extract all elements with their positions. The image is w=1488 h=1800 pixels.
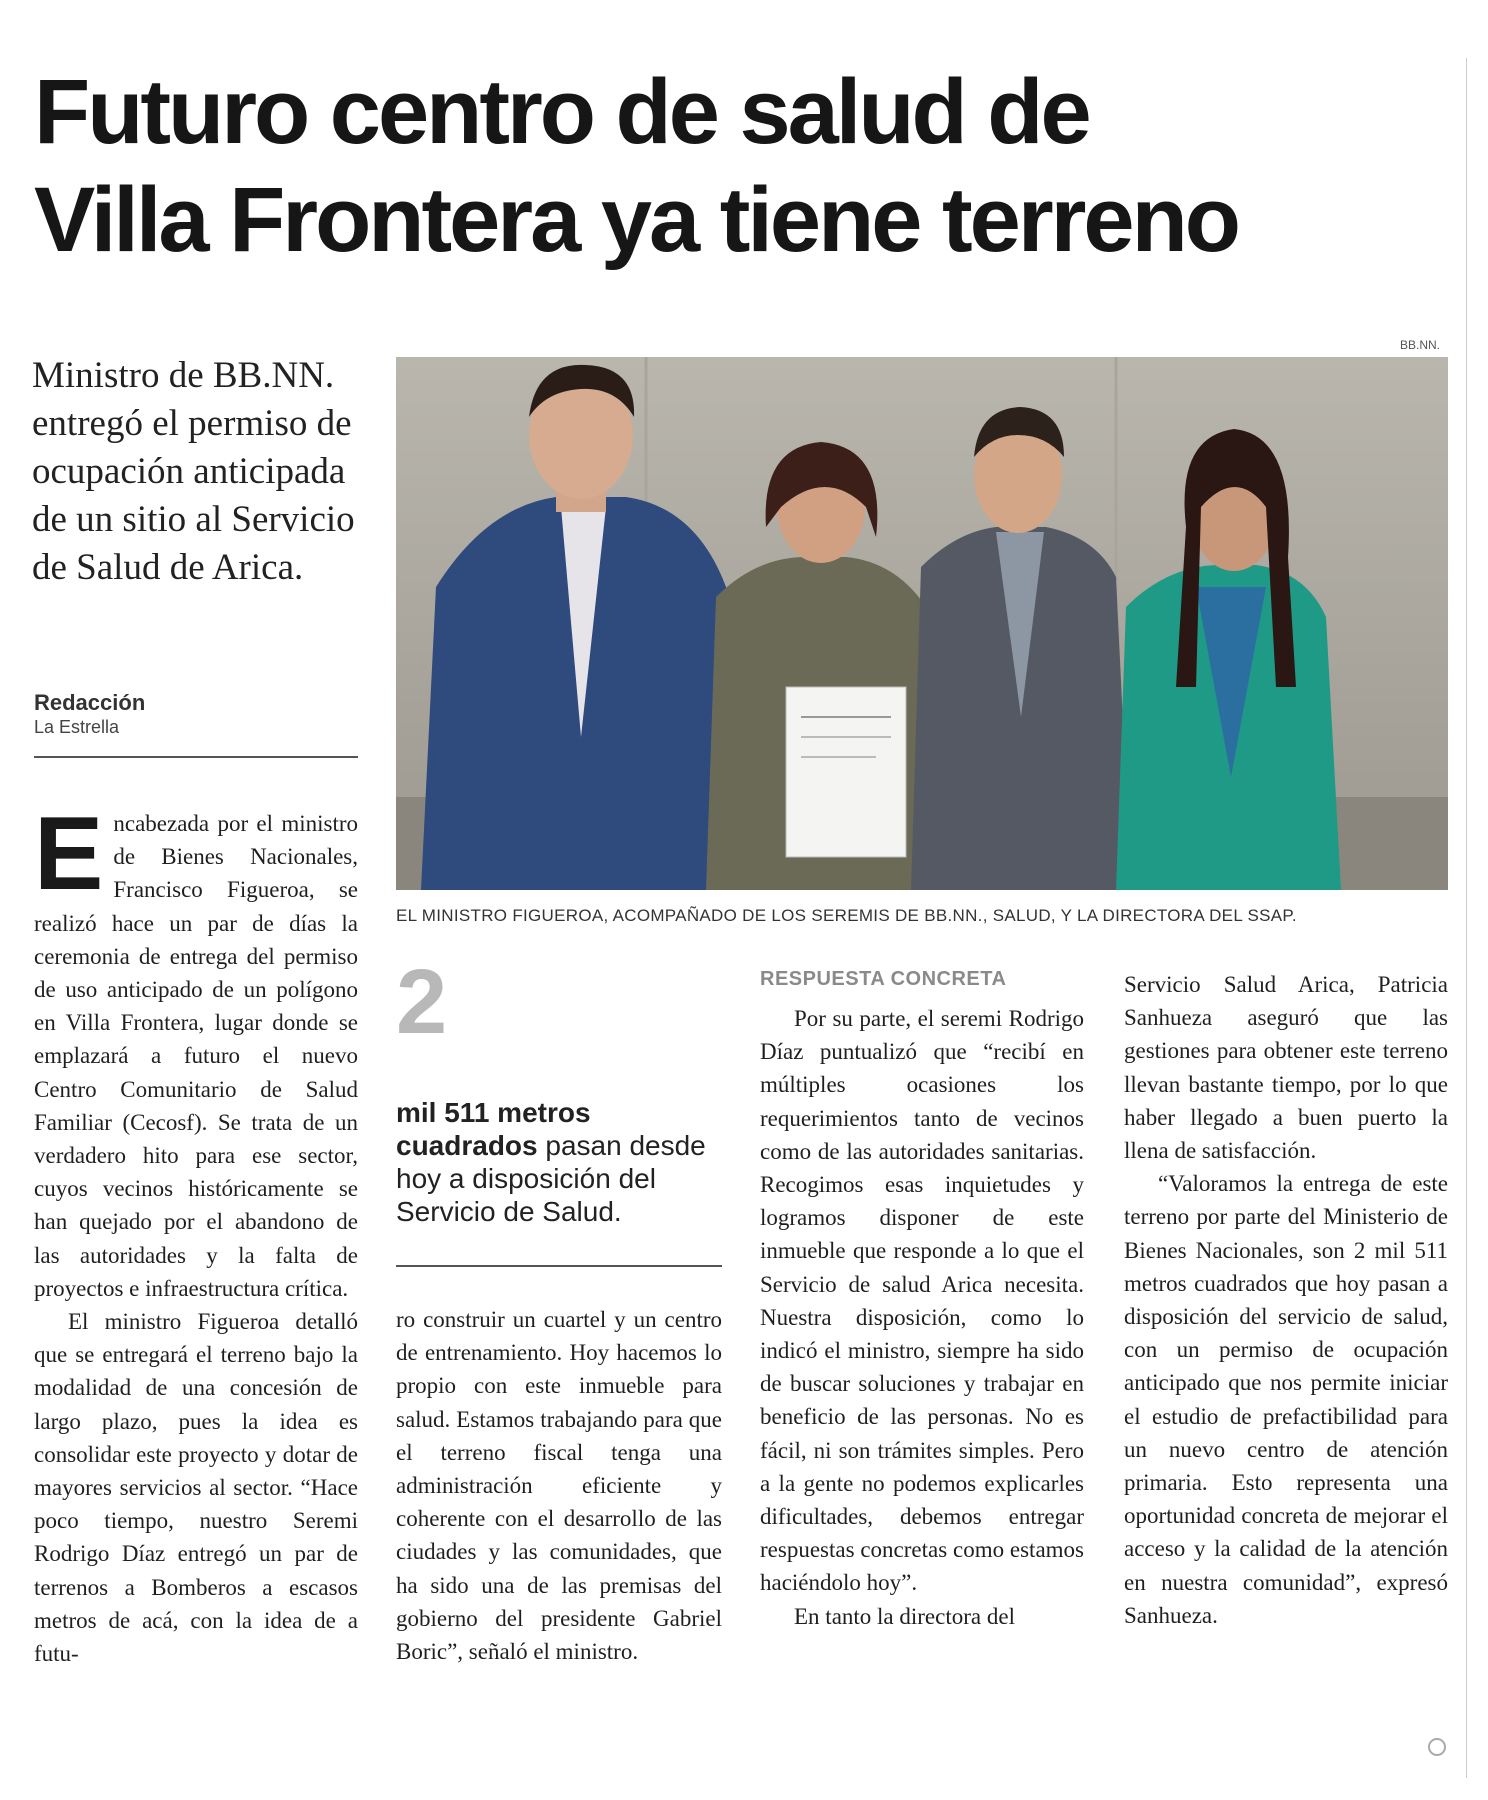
column-4 (1124, 968, 1448, 1632)
column-divider (1466, 58, 1467, 1778)
highlight-bold: mil 511 metros cuadrados (396, 1097, 591, 1161)
subhead-respuesta-concreta: RESPUESTA CONCRETA (760, 968, 1007, 990)
byline-author: Redacción (34, 690, 146, 715)
dropcap: E (34, 796, 104, 912)
end-mark-icon (1428, 1738, 1446, 1756)
headline-line-1: Futuro centro de salud de (34, 61, 1089, 163)
column-1 (34, 796, 358, 1670)
byline-outlet: La Estrella (34, 717, 120, 737)
highlight-rule (396, 1265, 722, 1267)
headline (34, 58, 1454, 274)
col4-paragraph-1: Servicio Salud Arica, Patricia Sanhueza aseguró que las gestiones para obtener este terreno llevan bastante tiempo, por lo que haber llegado a buen puerto la llena de satisfacción. (1124, 972, 1448, 1164)
col4-paragraph-2: “Valoramos la entrega de este terreno por parte del Ministerio de Bienes Nacionales, son 2 mil 511 metros cuadrados que hoy pasan a disposición del servicio de salud, con un permiso de ocupación anticipado que nos permite iniciar el estudio de prefactibilidad para un nuevo centro de atención primaria. Esto representa una oportunidad concreta de mejorar el acceso y la calidad de la atención en nuestra comunidad”, expresó Sanhueza. (1124, 1171, 1448, 1628)
photo-credit: BB.NN. (1400, 338, 1441, 352)
col1-paragraph-2: El ministro Figueroa detalló que se entregará el terreno bajo la modalidad de una concesión de largo plazo, pues la idea es consolidar este proyecto y dotar de mayores servicios al sector. “Hace poco tiempo, nuestro Seremi Rodrigo Díaz entregó un par de terrenos a Bomberos a escasos metros de acá, con la idea de a futu- (34, 1309, 358, 1667)
col1-paragraph-1-text: ncabezada por el ministro de Bienes Nacionales, Francisco Figueroa, se realizó hace un par de días la ceremonia de entrega del permiso de uso anticipado de un polígono en Villa Frontera, lugar donde se emplazará a futuro el nuevo Centro Comunitario de Salud Familiar (Cecosf). Se trata de un verdadero hito para ese sector, cuyos vecinos históricamente se han quejado por el abandono de las autoridades y la falta de proyectos e infraestructura crítica. (34, 811, 358, 1301)
byline-rule (34, 756, 358, 758)
col3-paragraph-2: En tanto la directora del (794, 1603, 1015, 1629)
article-photo (396, 357, 1448, 890)
col2-paragraph-1: ro construir un cuartel y un centro de entrenamiento. Hoy hacemos lo propio con este inmueble para salud. Estamos trabajando para que el terreno fiscal tenga una administración eficiente y coherente con el desarrollo de las ciudades y las comunidades, que ha sido una de las premisas del gobierno del presidente Gabriel Boric”, señaló el ministro. (396, 1307, 722, 1665)
col1-paragraph-1 (34, 796, 358, 1305)
column-2 (396, 1303, 722, 1668)
photo-illustration (396, 357, 1448, 890)
col3-paragraph-1: Por su parte, el seremi Rodrigo Díaz puntualizó que “recibí en múltiples ocasiones los requerimientos tanto de vecinos como de las autoridades sanitarias. Recogimos esas inquietudes y logramos disponer de este inmueble que responde a lo que el Servicio de salud Arica necesita. Nuestra disposición, como lo indicó el ministro, siempre ha sido de buscar soluciones y trabajar en beneficio de las personas. No es fácil, ni son trámites simples. Pero a la gente no podemos explicarles dificultades, debemos entregar respuestas concretas como estamos haciéndolo hoy”. (760, 1006, 1084, 1596)
highlight-number: 2 (396, 951, 448, 1053)
deck-subtitle: Ministro de BB.NN. entregó el permiso de ocupación anticipada de un sitio al Servicio de Salud de Arica. (32, 355, 355, 588)
headline-line-2: Villa Frontera ya tiene terreno (34, 169, 1238, 271)
highlight-rest: pasan desde hoy a disposición del Servicio de Salud. (396, 1130, 706, 1227)
photo-caption: EL MINISTRO FIGUEROA, ACOMPAÑADO DE LOS SEREMIS DE BB.NN., SALUD, Y LA DIRECTORA DEL SSAP. (396, 906, 1297, 925)
highlight-text (396, 1096, 726, 1228)
column-3 (760, 1002, 1084, 1633)
byline (34, 690, 364, 738)
